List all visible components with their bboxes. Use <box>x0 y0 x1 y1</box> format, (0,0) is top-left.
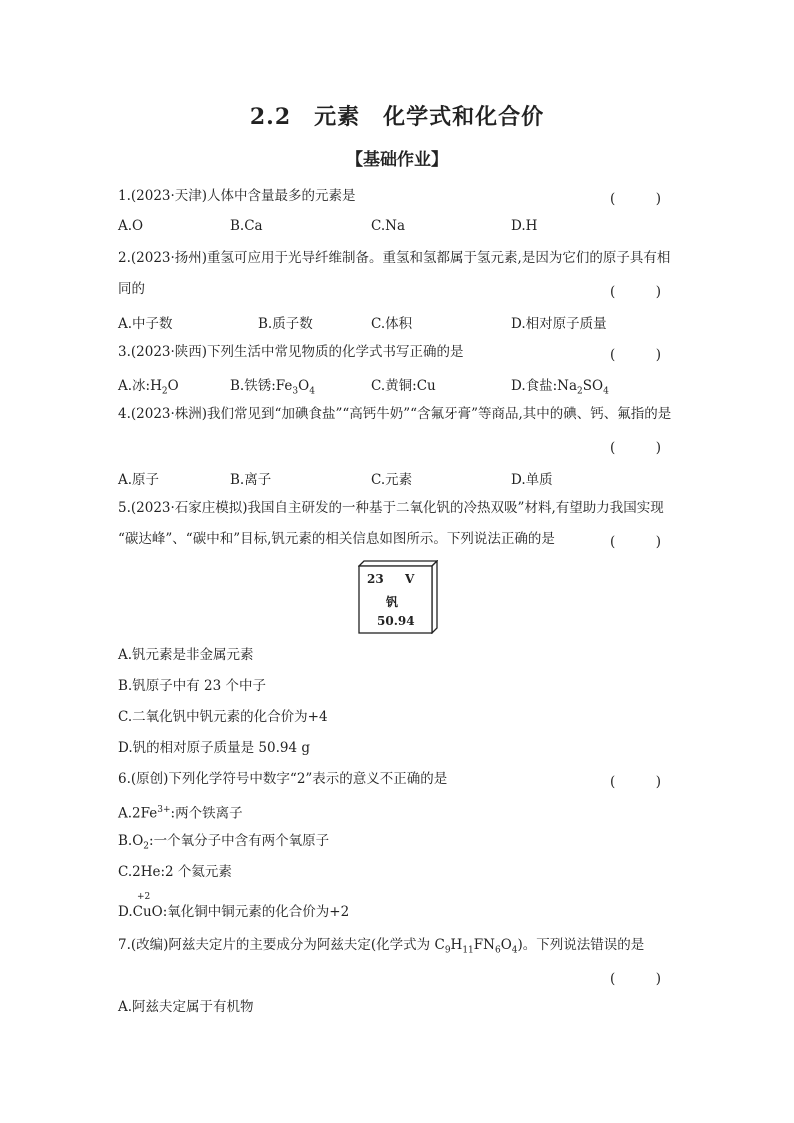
q5-option-d: D.钒的相对原子质量是 50.94 g <box>118 740 311 756</box>
element-name: 钒 <box>386 595 399 609</box>
q4-option-a: A.原子 <box>118 472 160 488</box>
page-title: 2.2 元素 化学式和化合价 <box>249 104 545 130</box>
q2-option-d: D.相对原子质量 <box>511 316 607 332</box>
q5-option-b: B.钒原子中有 23 个中子 <box>118 678 266 694</box>
question-6-stem: 6.(原创)下列化学符号中数字“2”表示的意义不正确的是 <box>118 771 448 787</box>
question-4-stem: 4.(2023·株洲)我们常见到“加碘食盐”“高钙牛奶”“含氟牙膏”等商品,其中的碘、钙、氟指的是 <box>118 406 672 422</box>
answer-blank-1: ( ) <box>610 191 662 207</box>
answer-blank-6: ( ) <box>610 774 662 790</box>
q5-option-c: C.二氧化钒中钒元素的化合价为+4 <box>118 709 328 725</box>
answer-blank-3: ( ) <box>610 347 662 363</box>
q1-option-c: C.Na <box>371 218 406 234</box>
element-cell-figure <box>358 560 438 634</box>
q3-option-d: D.食盐$:Na_2SO_4$ <box>511 378 609 397</box>
q5-option-a: A.钒元素是非金属元素 <box>118 647 254 663</box>
q1-option-a: A.O <box>118 218 144 234</box>
q6-option-a: $A.2Fe^{3+}$:两个铁离子 <box>118 805 243 822</box>
q4-option-c: C.元素 <box>371 472 413 488</box>
section-heading: 【基础作业】 <box>346 150 448 170</box>
question-5-stem-line1: 5.(2023·石家庄模拟)我国自主研发的一种基于二氧化钒的冷热双吸”材料,有望助力我国实现 <box>118 500 664 516</box>
q1-option-b: B.Ca <box>230 218 263 234</box>
q3-option-b: B.铁锈$:Fe_3O_4$ <box>230 378 315 397</box>
q3-option-a: A.冰$:H_2O$ <box>118 378 179 397</box>
element-symbol: V <box>405 572 415 586</box>
atomic-number: 23 <box>367 572 384 586</box>
q6-option-c: C.2He:2 个氦元素 <box>118 864 232 880</box>
answer-blank-2: ( ) <box>610 284 662 300</box>
answer-blank-4: ( ) <box>610 440 662 456</box>
question-1-stem: 1.(2023·天津)人体中含量最多的元素是 <box>118 188 356 204</box>
q6-option-d: D.CuO:氧化铜中铜元素的化合价为+2 <box>118 904 350 920</box>
question-2-stem-line2: 同的 <box>118 281 145 297</box>
question-2-stem-line1: 2.(2023·扬州)重氢可应用于光导纤维制备。重氢和氢都属于氢元素,是因为它们的原子具有相 <box>118 250 671 266</box>
q2-option-c: C.体积 <box>371 316 413 332</box>
question-5-stem-line2: “碳达峰”、“碳中和”目标,钒元素的相关信息如图所示。下列说法正确的是 <box>118 531 555 547</box>
answer-blank-5: ( ) <box>610 534 662 550</box>
question-7-stem: 7.(改编)阿兹夫定片的主要成分为阿兹夫定(化学式为 $C_9H_{11}FN_6O_4$)。下列说法错误的是 <box>118 937 645 956</box>
q7-option-a: A.阿兹夫定属于有机物 <box>118 999 254 1015</box>
q1-option-d: D.H <box>511 218 538 234</box>
question-3-stem: 3.(2023·陕西)下列生活中常见物质的化学式书写正确的是 <box>118 344 464 360</box>
q4-option-d: D.单质 <box>511 472 553 488</box>
q6-option-b: $B.O_2$:一个氧分子中含有两个氧原子 <box>118 833 330 852</box>
q4-option-b: B.离子 <box>230 472 272 488</box>
q2-option-b: B.质子数 <box>258 316 313 332</box>
atomic-mass: 50.94 <box>377 614 415 628</box>
valence-mark: +2 <box>137 892 151 902</box>
q2-option-a: A.中子数 <box>118 316 173 332</box>
answer-blank-7: ( ) <box>610 971 662 987</box>
q3-option-c: C.黄铜:Cu <box>371 378 436 394</box>
